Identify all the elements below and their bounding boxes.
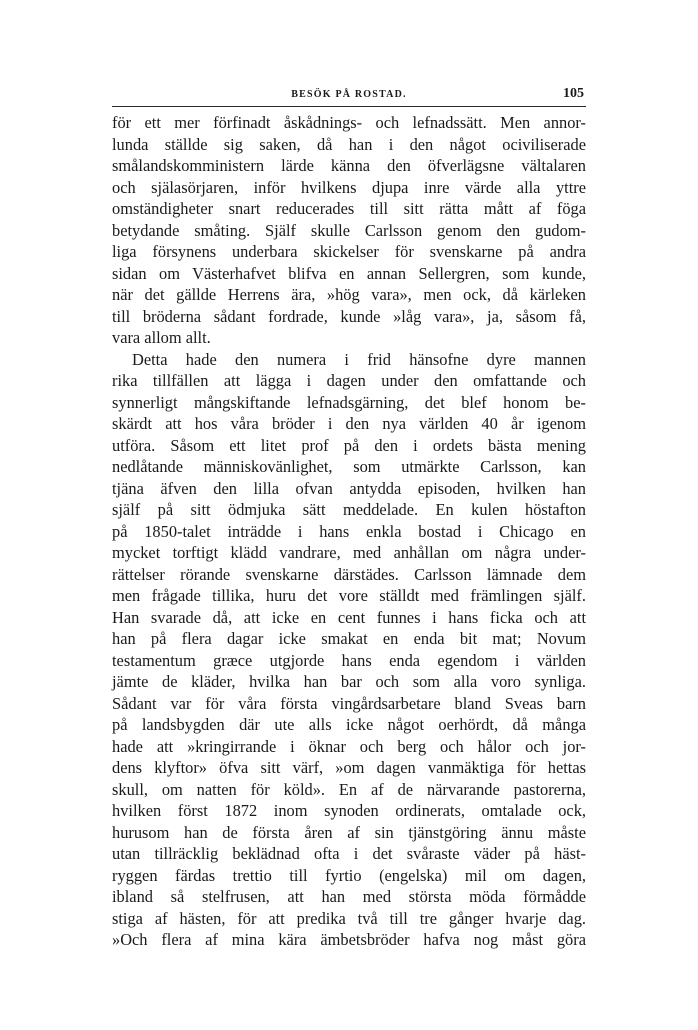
text-line: »Och flera af mina kära ämbetsbröder hafva nog måst göra bbox=[112, 930, 586, 949]
text-line: utföra. Såsom ett litet prof på den i ordets bästa mening bbox=[112, 435, 586, 455]
text-line: Han svarade då, att icke en cent funnes i hans ficka och att bbox=[112, 607, 586, 627]
text-line: jämte de kläder, hvilka han bar och som alla voro synliga. bbox=[112, 672, 586, 691]
text-line: testamentum græce utgjorde hans enda egendom i världen bbox=[112, 650, 586, 670]
text-line: sidan om Västerhafvet blifva en annan Sellergren, som kunde, bbox=[112, 263, 586, 283]
text-line: hurusom han de första åren af sin tjänstgöring ännu måste bbox=[112, 822, 586, 842]
text-line: på 1850-talet inträdde i hans enkla bostad i Chicago en bbox=[112, 521, 586, 541]
text-line: själf på sitt ödmjuka sätt meddelade. En kulen höstafton bbox=[112, 500, 586, 519]
text-line: betydande småting. Själf skulle Carlsson genom den gudom- bbox=[112, 220, 586, 240]
text-line: Detta hade den numera i frid hänsofne dyre mannen bbox=[132, 349, 586, 369]
text-line: till bröderna sådant fordrade, kunde »låg vara», ja, såsom få, bbox=[112, 306, 586, 326]
text-line: rika tillfällen att lägga i dagen under den omfattande och bbox=[112, 371, 586, 390]
text-line: utan tillräcklig beklädnad ofta i det svåraste väder på häst- bbox=[112, 844, 586, 863]
book-page bbox=[112, 84, 586, 951]
text-line: tjäna äfven den lilla ofvan antydda episoden, hvilken han bbox=[112, 478, 586, 498]
text-line: men frågade tillika, huru det vore ställdt med främlingen själf. bbox=[112, 586, 586, 605]
text-line: för ett mer förfinadt åskådnings- och lefnadssätt. Men annor- bbox=[112, 113, 586, 132]
text-line: liga försynens underbara skickelser för svenskarne på andra bbox=[112, 242, 586, 261]
text-line: rättelser rörande svenskarne därstädes. Carlsson lämnade dem bbox=[112, 564, 586, 584]
page-number: 105 bbox=[563, 86, 584, 101]
text-line: omständigheter snart reducerades till sitt rätta mått af föga bbox=[112, 199, 586, 218]
running-title: BESÖK PÅ ROSTAD. bbox=[291, 89, 407, 100]
text-line: dens klyftor» öfva sitt värf, »om dagen vanmäktiga för hettas bbox=[112, 758, 586, 777]
text-line: på landsbygden där ute alls icke något oerhördt, då många bbox=[112, 715, 586, 734]
text-line: ibland så stelfrusen, att han med största möda förmådde bbox=[112, 887, 586, 906]
text-line: han på flera dagar icke smakat en enda bit mat; Novum bbox=[112, 629, 586, 648]
text-line: mycket torftigt klädd vandrare, med anhållan om några under- bbox=[112, 543, 586, 562]
text-line: lunda ställde sig saken, då han i den något ociviliserade bbox=[112, 134, 586, 154]
running-header bbox=[112, 84, 586, 107]
text-line: stiga af hästen, för att predika två till tre gånger hvarje dag. bbox=[112, 908, 586, 928]
text-line: ryggen färdas trettio till fyrtio (engelska) mil om dagen, bbox=[112, 865, 586, 885]
text-line: och själasörjaren, inför hvilkens djupa inre värde alla yttre bbox=[112, 177, 586, 197]
text-line: Sådant var för våra första vingårdsarbetare bland Sveas barn bbox=[112, 693, 586, 713]
text-line: skull, om natten för köld». En af de närvarande pastorerna, bbox=[112, 779, 586, 799]
text-line: synnerligt mångskiftande lefnadsgärning, det blef honom be- bbox=[112, 392, 586, 412]
text-line: nedlåtande människovänlighet, som utmärkte Carlsson, kan bbox=[112, 457, 586, 476]
text-line: vara allom allt. bbox=[112, 328, 211, 347]
body-text bbox=[112, 112, 586, 951]
text-line: hvilken först 1872 inom synoden ordinerats, omtalade ock, bbox=[112, 801, 586, 820]
text-line: smålandskomministern lärde känna den öfverlägsne vältalaren bbox=[112, 156, 586, 175]
text-line: när det gällde Herrens ära, »hög vara», men ock, då kärleken bbox=[112, 285, 586, 304]
text-line: hade att »kringirrande i öknar och berg och hålor och jor- bbox=[112, 736, 586, 756]
text-line: skärdt att hos våra bröder i den nya världen 40 år igenom bbox=[112, 414, 586, 433]
